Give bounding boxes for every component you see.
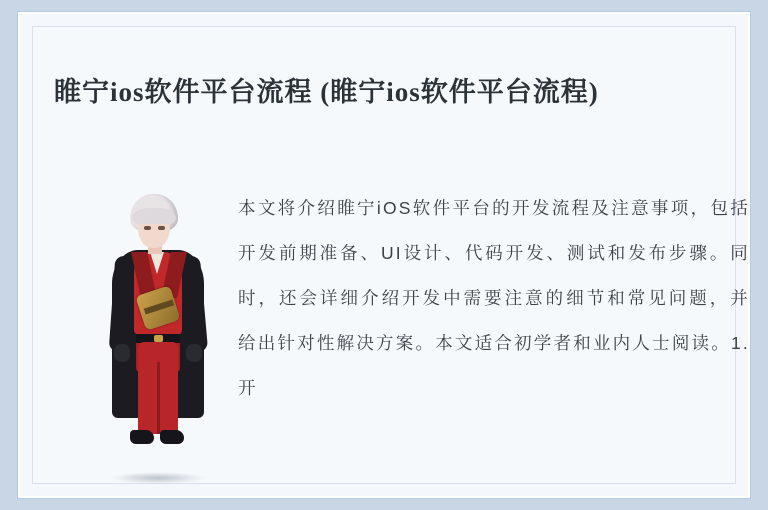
figure-shoe-right: [160, 430, 184, 444]
article-body: 本文将介绍睢宁iOS软件平台的开发流程及注意事项，包括开发前期准备、UI设计、代码开发、测试和发布步骤。同时，还会详细介绍开发中需要注意的细节和常见问题，并给出针对性解决方案。本文适合初学者和业内人士阅读。1. 开: [238, 198, 758, 398]
figure-eye-right: [158, 226, 165, 230]
figure-glove-right: [186, 344, 202, 362]
article-card: [18, 12, 758, 498]
anime-character-illustration: [92, 194, 222, 484]
figure-shoe-left: [130, 430, 154, 444]
figure-pants-seam: [157, 362, 160, 434]
figure-hair-fringe: [132, 208, 176, 224]
figure-eye-left: [144, 226, 151, 230]
figure-belt-buckle: [154, 335, 163, 342]
figure-glove-left: [114, 344, 130, 362]
page-title: 睢宁ios软件平台流程 (睢宁ios软件平台流程): [54, 77, 599, 107]
figure-shadow: [110, 472, 206, 484]
